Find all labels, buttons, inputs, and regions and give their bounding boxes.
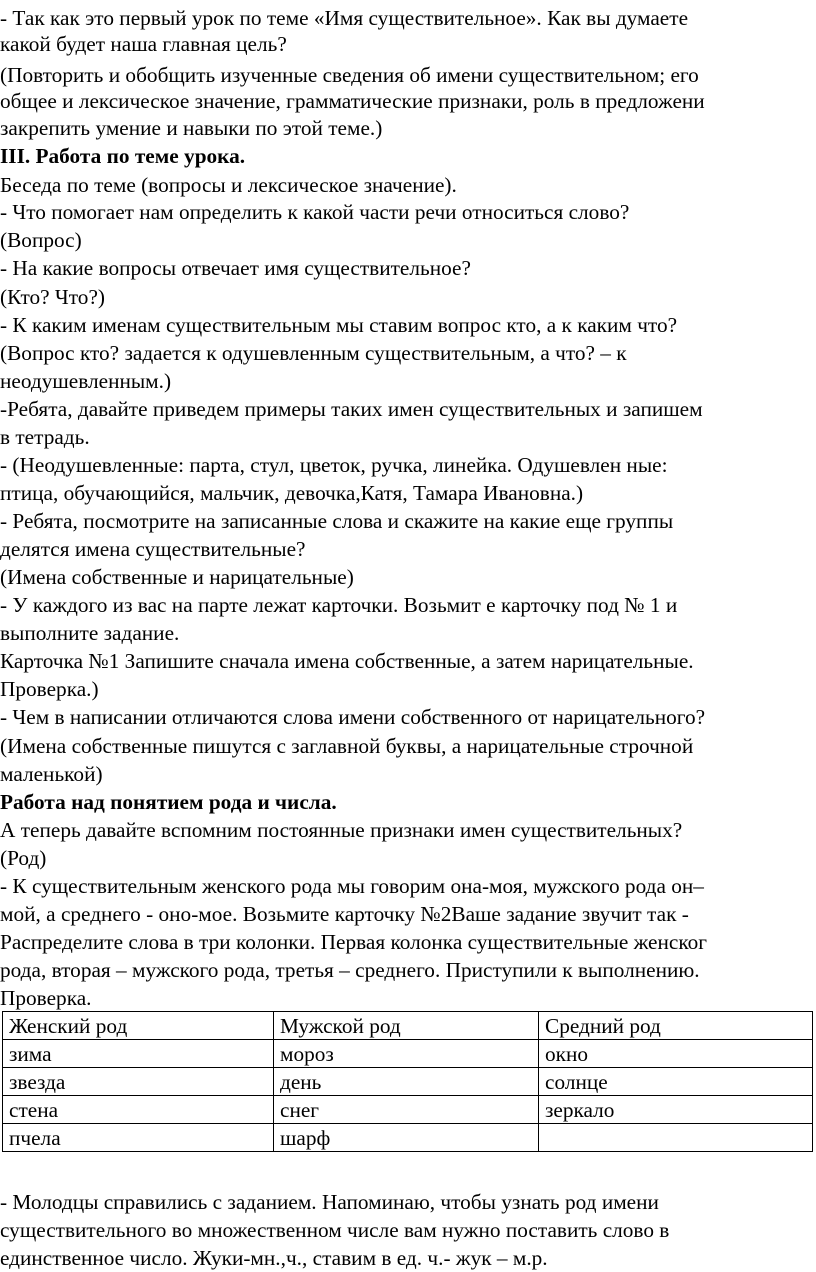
text-line: рода, вторая – мужского рода, третья – среднего. Приступили к выполнению. — [0, 958, 700, 982]
text-line: Распределите слова в три колонки. Первая колонка существительные женског — [0, 930, 707, 954]
text-line: мой, а среднего - оно-мое. Возьмите карточку №2Ваше задание звучит так - — [0, 902, 689, 926]
text-line: Проверка.) — [0, 677, 99, 701]
text-line: делятся имена существительные? — [0, 537, 306, 561]
table-header-cell: Женский род — [3, 1012, 274, 1040]
text-line: - Так как это первый урок по теме «Имя существительное». Как вы думаете — [0, 6, 689, 30]
text-line: неодушевленным.) — [0, 369, 172, 393]
text-line: - Молодцы справились с заданием. Напоминаю, чтобы узнать род имени — [0, 1190, 659, 1214]
table-cell: звезда — [3, 1068, 274, 1096]
table-cell: день — [274, 1068, 539, 1096]
text-line: (Вопрос кто? задается к одушевленным существительным, а что? – к — [0, 341, 627, 365]
text-line: птица, обучающийся, мальчик, девочка,Катя, Тамара Ивановна.) — [0, 481, 584, 505]
text-line: (Вопрос) — [0, 228, 82, 252]
text-line: - (Неодушевленные: парта, стул, цветок, ручка, линейка. Одушевлен ные: — [0, 453, 668, 477]
table-cell: шарф — [274, 1124, 539, 1152]
gender-table — [2, 1011, 813, 1152]
text-line: - К существительным женского рода мы говорим она-моя, мужского рода он– — [0, 874, 704, 898]
text-line: Карточка №1 Запишите сначала имена собственные, а затем нарицательные. — [0, 649, 694, 673]
text-line: -Ребята, давайте приведем примеры таких имен существительных и запишем — [0, 397, 703, 421]
text-line: существительного во множественном числе вам нужно поставить слово в — [0, 1218, 670, 1242]
table-header-cell: Средний род — [539, 1012, 813, 1040]
table-cell: стена — [3, 1096, 274, 1124]
section-heading: III. Работа по теме урока. — [0, 144, 246, 168]
table-cell: снег — [274, 1096, 539, 1124]
text-line: единственное число. Жуки-мн.,ч., ставим в ед. ч.- жук – м.р. — [0, 1246, 548, 1270]
text-line: (Повторить и обобщить изученные сведения об имени существительном; его — [0, 63, 699, 87]
text-line: Беседа по теме (вопросы и лексическое значение). — [0, 173, 457, 197]
table-header-row — [3, 1012, 813, 1040]
text-line: выполните задание. — [0, 621, 180, 645]
text-line: закрепить умение и навыки по этой теме.) — [0, 116, 383, 140]
table-header-cell: Мужской род — [274, 1012, 539, 1040]
table-cell: солнце — [539, 1068, 813, 1096]
text-line: (Род) — [0, 846, 47, 870]
text-line: какой будет наша главная цель? — [0, 32, 287, 56]
table-cell: мороз — [274, 1040, 539, 1068]
text-line: - К каким именам существительным мы ставим вопрос кто, а к каким что? — [0, 313, 678, 337]
text-line: маленькой) — [0, 762, 103, 786]
text-line: Проверка. — [0, 986, 92, 1010]
table-cell: окно — [539, 1040, 813, 1068]
table-row — [3, 1040, 813, 1068]
text-line: (Имена собственные и нарицательные) — [0, 565, 354, 589]
text-line: - У каждого из вас на парте лежат карточки. Возьмит е карточку под № 1 и — [0, 593, 678, 617]
table-row — [3, 1096, 813, 1124]
text-line: (Кто? Что?) — [0, 285, 105, 309]
table-row — [3, 1124, 813, 1152]
table-cell: зеркало — [539, 1096, 813, 1124]
table-cell — [539, 1124, 813, 1152]
text-line: - На какие вопросы отвечает имя существительное? — [0, 256, 471, 280]
text-line: - Что помогает нам определить к какой части речи относиться слово? — [0, 200, 630, 224]
text-line: общее и лексическое значение, грамматические признаки, роль в предложени — [0, 89, 705, 113]
text-line: А теперь давайте вспомним постоянные признаки имен существительных? — [0, 818, 683, 842]
section-heading: Работа над понятием рода и числа. — [0, 790, 337, 814]
text-line: (Имена собственные пишутся с заглавной буквы, а нарицательные строчной — [0, 734, 694, 758]
text-line: в тетрадь. — [0, 425, 90, 449]
table-cell: пчела — [3, 1124, 274, 1152]
table-cell: зима — [3, 1040, 274, 1068]
text-line: - Чем в написании отличаются слова имени собственного от нарицательного? — [0, 705, 706, 729]
text-line: - Ребята, посмотрите на записанные слова и скажите на какие еще группы — [0, 509, 674, 533]
table-row — [3, 1068, 813, 1096]
